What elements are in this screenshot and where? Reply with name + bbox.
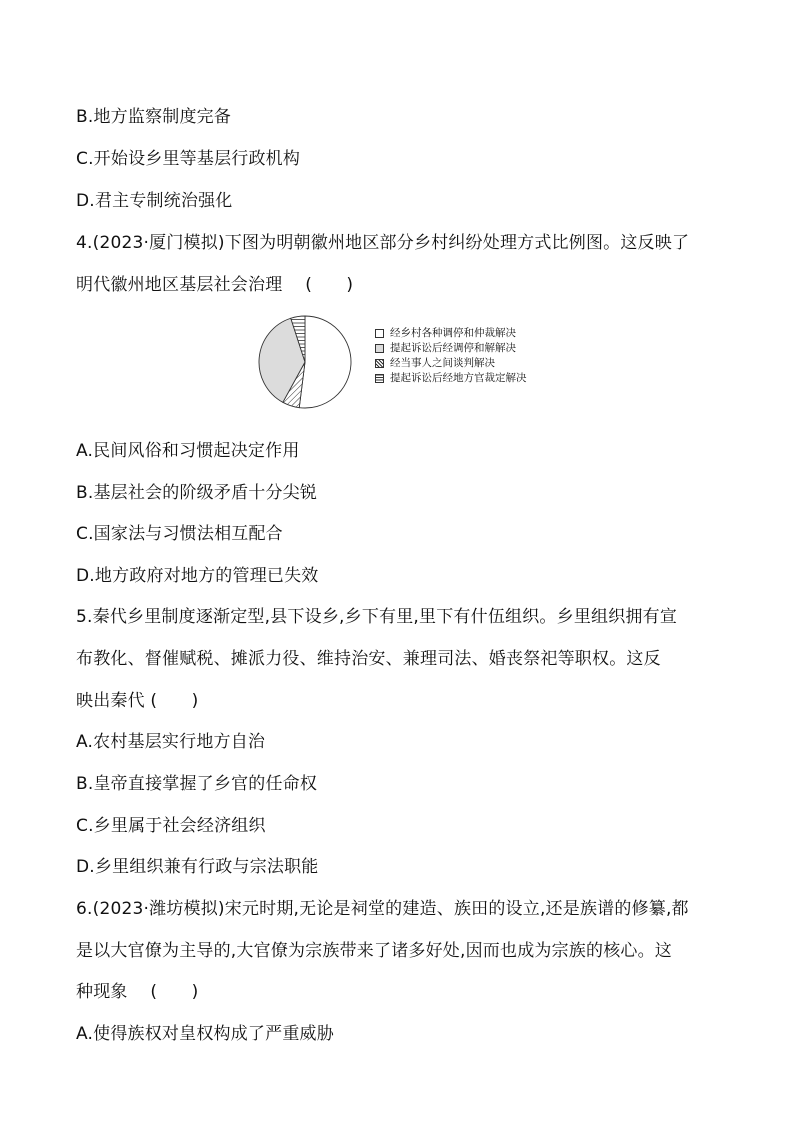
- question-5-stem-line1: 5.秦代乡里制度逐渐定型,县下设乡,乡下有里,里下有什伍组织。乡里组织拥有宣: [76, 607, 678, 627]
- legend-item: [375, 371, 527, 386]
- option-d-q4: D.地方政府对地方的管理已失效: [76, 566, 319, 586]
- legend-item: [375, 341, 527, 356]
- option-c-q4: C.国家法与习惯法相互配合: [76, 524, 283, 544]
- question-5-stem-line2: 布教化、督催赋税、摊派力役、维持治安、兼理司法、婚丧祭祀等职权。这反: [76, 649, 661, 669]
- legend-label: 经当事人之间谈判解决: [390, 357, 495, 369]
- legend-swatch-horizontal: [375, 374, 384, 383]
- question-6-stem-line2: 是以大官僚为主导的,大官僚为宗族带来了诸多好处,因而也成为宗族的核心。这: [76, 941, 673, 961]
- legend-swatch-plain: [375, 329, 384, 338]
- pie-chart: [255, 312, 355, 412]
- option-d-q3: D.君主专制统治强化: [76, 191, 233, 211]
- question-4-stem-line2: 明代徽州地区基层社会治理 ( ): [76, 275, 354, 295]
- legend-label: 经乡村各种调停和仲裁解决: [390, 327, 516, 339]
- pie-slice-plain: [299, 316, 351, 408]
- option-a-q6: A.使得族权对皇权构成了严重威胁: [76, 1024, 334, 1044]
- option-b-q3: B.地方监察制度完备: [76, 107, 232, 127]
- option-b-q4: B.基层社会的阶级矛盾十分尖锐: [76, 483, 318, 503]
- option-b-q5: B.皇帝直接掌握了乡官的任命权: [76, 774, 318, 794]
- question-4-stem-line1: 4.(2023·厦门模拟)下图为明朝徽州地区部分乡村纠纷处理方式比例图。这反映了: [76, 233, 690, 253]
- question-6-stem-line1: 6.(2023·潍坊模拟)宋元时期,无论是祠堂的建造、族田的设立,还是族谱的修纂,都: [76, 899, 689, 919]
- legend-swatch-diagonal: [375, 359, 384, 368]
- legend-swatch-dotted: [375, 344, 384, 353]
- option-c-q3: C.开始设乡里等基层行政机构: [76, 149, 301, 169]
- option-d-q5: D.乡里组织兼有行政与宗法职能: [76, 857, 319, 877]
- question-5-stem-line3: 映出秦代 ( ): [76, 691, 199, 711]
- option-a-q4: A.民间风俗和习惯起决定作用: [76, 441, 300, 461]
- option-a-q5: A.农村基层实行地方自治: [76, 732, 266, 752]
- legend-label: 提起诉讼后经调停和解解决: [390, 342, 516, 354]
- pie-legend: [375, 326, 527, 386]
- question-6-stem-line3: 种现象 ( ): [76, 982, 199, 1002]
- pie-chart-figure: [255, 312, 555, 412]
- legend-item: [375, 356, 527, 371]
- legend-label: 提起诉讼后经地方官裁定解决: [390, 372, 527, 384]
- option-c-q5: C.乡里属于社会经济组织: [76, 816, 266, 836]
- legend-item: [375, 326, 527, 341]
